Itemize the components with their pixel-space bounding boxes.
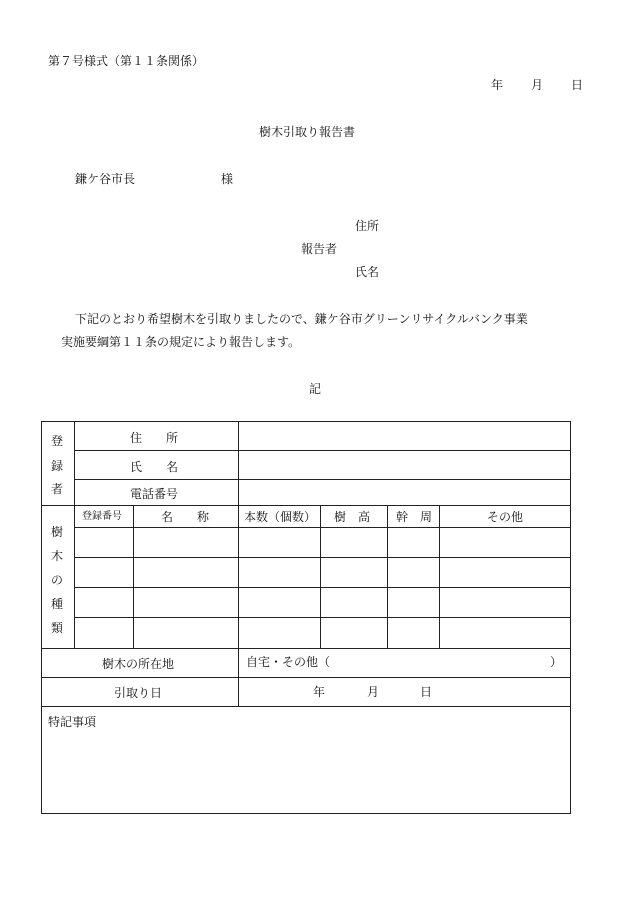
pickup-date-label: 引取り日 <box>114 686 163 700</box>
location-value: 自宅・その他（ <box>246 655 331 669</box>
addressee-name: 鎌ケ谷市長 <box>75 172 136 186</box>
date-month-label: 月 <box>531 78 544 92</box>
addressee-honorific: 様 <box>221 172 234 186</box>
reporter-role-label: 報告者 <box>301 242 338 256</box>
col-header-other: その他 <box>487 510 524 524</box>
body-line-1: 下記のとおり希望樹木を引取りましたので、鎌ケ谷市グリーンリサイクルバンク事業 <box>75 312 528 326</box>
location-close-paren: ） <box>550 655 563 669</box>
registrant-char-3: 者 <box>51 482 64 496</box>
table-grid <box>41 421 571 814</box>
report-form-table <box>41 421 571 814</box>
col-header-name: 名 称 <box>161 510 210 524</box>
tree-char-5: 類 <box>51 621 64 635</box>
date-day-label: 日 <box>571 78 584 92</box>
col-header-count: 本数（個数） <box>244 510 317 524</box>
body-line-2: 実施要綱第１１条の規定により報告します。 <box>61 335 301 349</box>
col-header-height: 樹 高 <box>334 510 371 524</box>
tree-char-1: 樹 <box>51 525 64 539</box>
location-label: 樹木の所在地 <box>102 657 175 671</box>
registrant-name-label: 氏 名 <box>130 460 179 474</box>
tree-char-4: 種 <box>51 597 64 611</box>
pickup-year-label: 年 <box>313 685 326 699</box>
tree-char-2: 木 <box>51 549 64 563</box>
reporter-address-label: 住所 <box>355 219 380 233</box>
pickup-month-label: 月 <box>367 685 380 699</box>
col-header-reg-no: 登録番号 <box>82 511 122 522</box>
registrant-phone-label: 電話番号 <box>130 487 179 501</box>
form-number: 第７号様式（第１１条関係） <box>48 54 205 68</box>
registrant-char-1: 登 <box>51 434 64 448</box>
ki-heading: 記 <box>309 382 322 396</box>
col-header-girth: 幹 周 <box>396 510 433 524</box>
registrant-address-label: 住 所 <box>130 431 179 445</box>
reporter-name-label: 氏名 <box>355 265 380 279</box>
notes-label: 特記事項 <box>48 715 97 729</box>
tree-char-3: の <box>51 573 64 587</box>
registrant-char-2: 録 <box>51 459 64 473</box>
document-title: 樹木引取り報告書 <box>259 125 356 139</box>
pickup-day-label: 日 <box>420 685 433 699</box>
date-year-label: 年 <box>491 78 504 92</box>
